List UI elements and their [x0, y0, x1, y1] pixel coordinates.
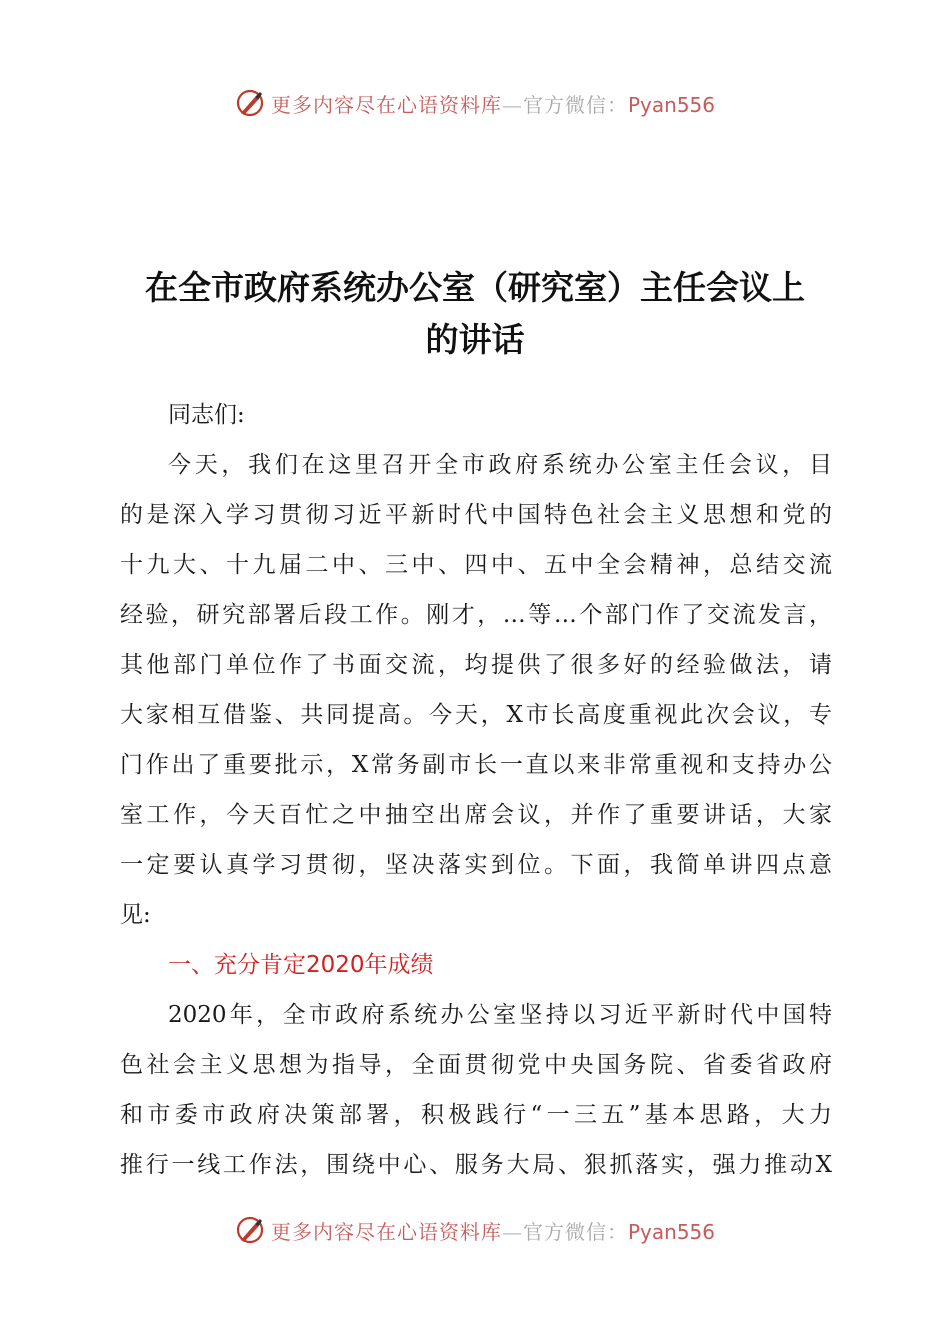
paragraph-line: 室工作，今天百忙之中抽空出席会议，并作了重要讲话，大家 — [120, 802, 832, 828]
watermark-text — [271, 89, 715, 118]
title-line-2: 的讲话 — [425, 320, 525, 359]
paragraph-line: 经验，研究部署后段工作。刚才，…等…个部门作了交流发言， — [120, 602, 832, 628]
watermark-id: Pyan556 — [627, 92, 715, 117]
paragraph-line: 十九大、十九届二中、三中、四中、五中全会精神，总结交流 — [120, 552, 832, 578]
paragraph-line: 的是深入学习贯彻习近平新时代中国特色社会主义思想和党的 — [120, 502, 832, 528]
paragraph-line: 门作出了重要批示，X常务副市长一直以来非常重视和支持办公 — [120, 752, 832, 778]
pen-logo-icon — [235, 1215, 265, 1245]
paragraph-line: 其他部门单位作了书面交流，均提供了很多好的经验做法，请 — [120, 652, 832, 678]
watermark-sep: — — [501, 92, 523, 117]
section-heading: 一、充分肯定2020年成绩 — [168, 952, 434, 978]
title-line-1: 在全市政府系统办公室（研究室）主任会议上 — [145, 268, 805, 307]
paragraph-line: 今天，我们在这里召开全市政府系统办公室主任会议，目 — [168, 452, 832, 478]
watermark-sep: — — [501, 1219, 523, 1244]
paragraph-line: 大家相互借鉴、共同提高。今天，X市长高度重视此次会议，专 — [120, 702, 832, 728]
watermark-id: Pyan556 — [627, 1219, 715, 1244]
salutation: 同志们: — [168, 402, 245, 428]
watermark-main: 更多内容尽在心语资料库 — [270, 92, 502, 117]
document-body — [120, 390, 832, 1190]
watermark-header — [0, 83, 950, 123]
paragraph-line: 和市委市政府决策部署，积极践行“一三五”基本思路，大力 — [120, 1102, 832, 1128]
watermark-text — [271, 1216, 715, 1245]
paragraph-line: 一定要认真学习贯彻，坚决落实到位。下面，我简单讲四点意 — [120, 852, 832, 878]
paragraph-line: 色社会主义思想为指导，全面贯彻党中央国务院、省委省政府 — [120, 1052, 832, 1078]
watermark-official: 官方微信： — [522, 1219, 628, 1244]
watermark-footer — [0, 1210, 950, 1250]
document-title — [100, 262, 850, 366]
watermark-main: 更多内容尽在心语资料库 — [270, 1219, 502, 1244]
paragraph-line: 推行一线工作法，围绕中心、服务大局、狠抓落实，强力推动X — [120, 1152, 832, 1178]
paragraph-line: 见: — [120, 902, 151, 928]
pen-logo-icon — [235, 88, 265, 118]
paragraph-line: 2020年，全市政府系统办公室坚持以习近平新时代中国特 — [168, 1002, 832, 1028]
watermark-official: 官方微信： — [522, 92, 628, 117]
